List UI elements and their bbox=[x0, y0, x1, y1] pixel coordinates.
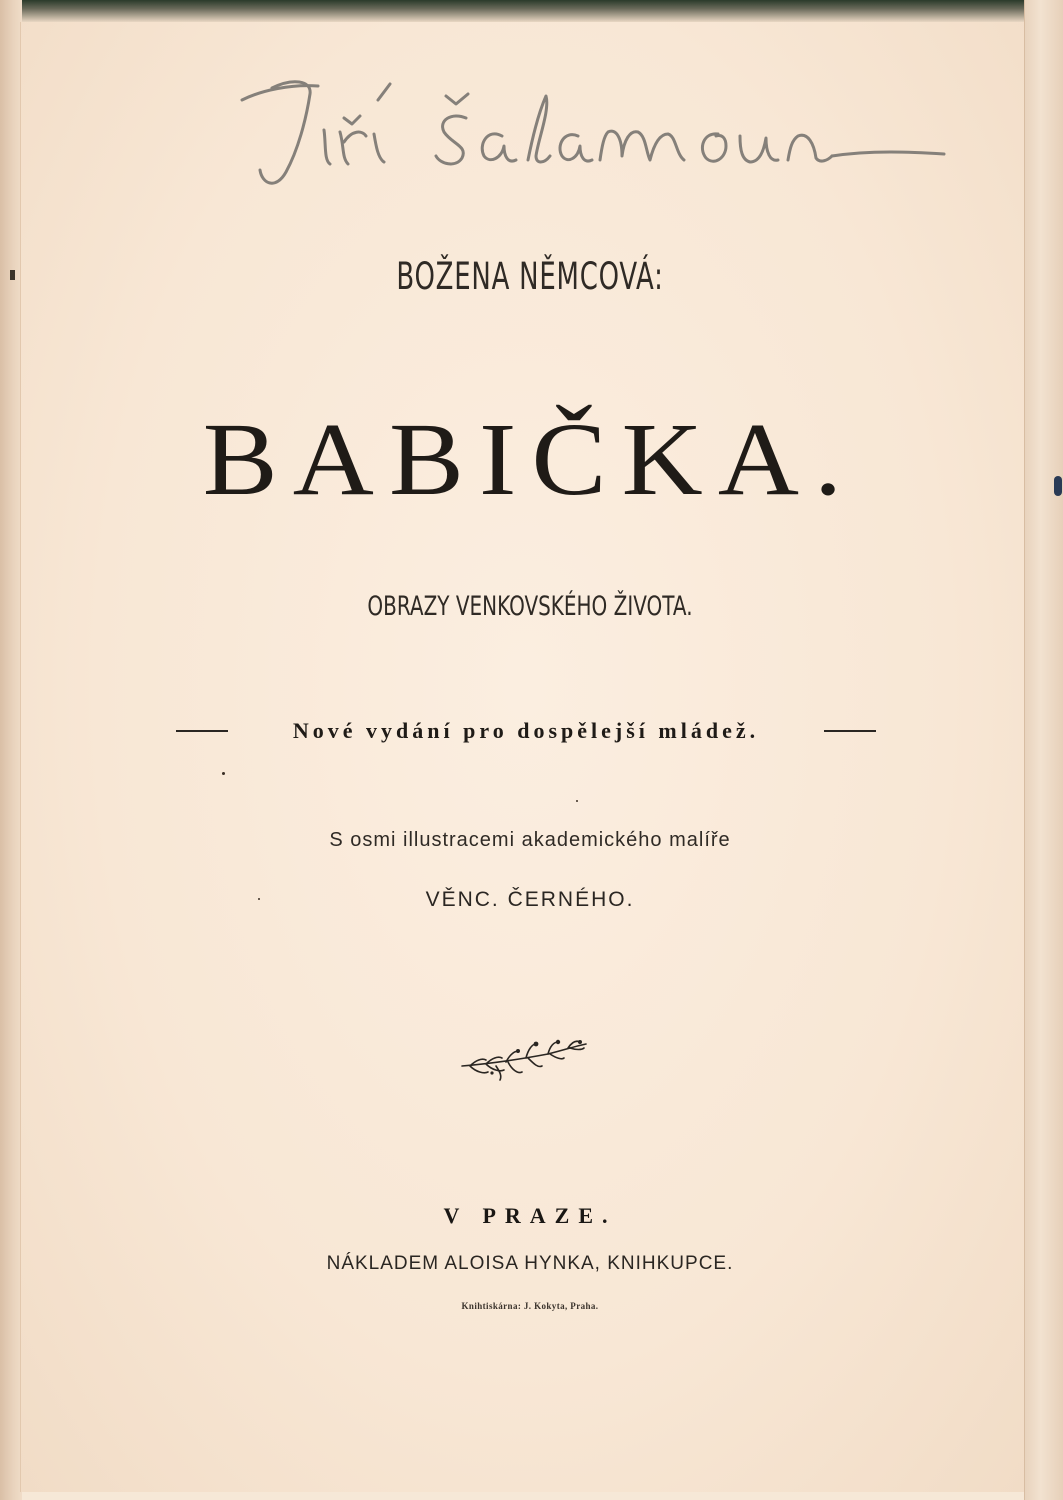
scan-top-shadow bbox=[0, 0, 1063, 22]
page-edge-right bbox=[1024, 0, 1063, 1500]
edition-line bbox=[176, 716, 876, 746]
paper-speck bbox=[576, 800, 578, 802]
paper-speck bbox=[258, 898, 260, 900]
edition-note: Nové vydání pro dospělejší mládež. bbox=[292, 718, 760, 743]
paper-speck bbox=[222, 772, 225, 775]
printer-line: Knihtiskárna: J. Kokyta, Praha. bbox=[461, 1301, 599, 1311]
publication-city: V PRAZE. bbox=[443, 1203, 617, 1228]
floral-ornament-icon bbox=[456, 1036, 590, 1082]
book-spine-edge bbox=[0, 0, 22, 1500]
illustrations-note: S osmi illustracemi akademického malíře bbox=[329, 829, 731, 851]
rule-right bbox=[824, 730, 876, 732]
author-name: BOŽENA NĚMCOVÁ: bbox=[396, 255, 664, 298]
book-title: BABIČKA. bbox=[202, 402, 858, 517]
publisher-line: NÁKLADEM ALOISA HYNKA, KNIHKUPCE. bbox=[326, 1253, 734, 1274]
left-edge-mark bbox=[10, 270, 15, 280]
book-subtitle: OBRAZY VENKOVSKÉHO ŽIVOTA. bbox=[367, 591, 693, 622]
illustrator-name: VĚNC. ČERNÉHO. bbox=[425, 888, 635, 911]
handwritten-inscription bbox=[232, 60, 952, 200]
rule-left bbox=[176, 730, 228, 732]
